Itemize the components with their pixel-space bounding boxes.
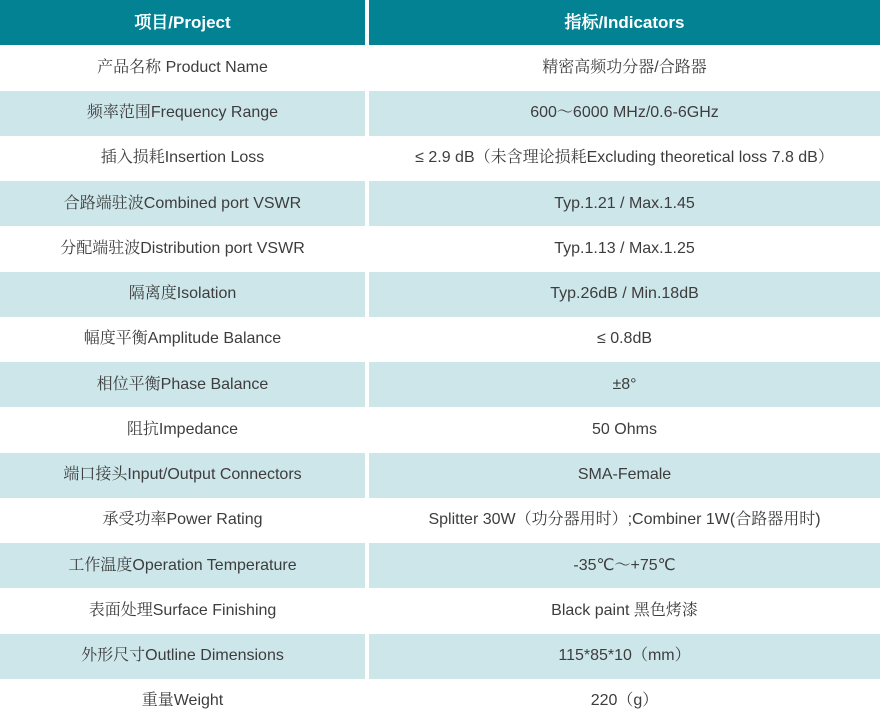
- table-row: [0, 226, 880, 271]
- row-indicator-value: Typ.1.21 / Max.1.45: [369, 181, 880, 226]
- row-indicator-value: 600～6000 MHz/0.6-6GHz: [369, 91, 880, 136]
- table-row: [0, 272, 880, 317]
- row-project-label: 工作温度Operation Temperature: [0, 543, 365, 588]
- row-project-label: 外形尺寸Outline Dimensions: [0, 634, 365, 679]
- row-indicator-value: Splitter 30W（功分器用时）;Combiner 1W(合路器用时): [369, 498, 880, 543]
- table-row: [0, 543, 880, 588]
- header-indicators: 指标/Indicators: [369, 0, 880, 45]
- table-row: [0, 362, 880, 407]
- header-project: 项目/Project: [0, 0, 365, 45]
- row-indicator-value: 50 Ohms: [369, 407, 880, 452]
- table-row: [0, 317, 880, 362]
- table-row: [0, 45, 880, 90]
- row-indicator-value: Black paint 黑色烤漆: [369, 588, 880, 633]
- row-project-label: 表面处理Surface Finishing: [0, 588, 365, 633]
- row-project-label: 相位平衡Phase Balance: [0, 362, 365, 407]
- row-project-label: 幅度平衡Amplitude Balance: [0, 317, 365, 362]
- row-indicator-value: ±8°: [369, 362, 880, 407]
- table-row: [0, 453, 880, 498]
- row-project-label: 阻抗Impedance: [0, 407, 365, 452]
- row-indicator-value: Typ.26dB / Min.18dB: [369, 272, 880, 317]
- row-project-label: 端口接头Input/Output Connectors: [0, 453, 365, 498]
- row-project-label: 产品名称 Product Name: [0, 45, 365, 90]
- table-row: [0, 407, 880, 452]
- row-project-label: 重量Weight: [0, 679, 365, 724]
- row-indicator-value: -35℃～+75℃: [369, 543, 880, 588]
- table-row: [0, 498, 880, 543]
- table-header-row: [0, 0, 880, 45]
- table-row: [0, 634, 880, 679]
- row-indicator-value: 精密高频功分器/合路器: [369, 45, 880, 90]
- row-indicator-value: ≤ 2.9 dB（未含理论损耗Excluding theoretical loss 7.8 dB）: [369, 136, 880, 181]
- row-indicator-value: ≤ 0.8dB: [369, 317, 880, 362]
- row-project-label: 隔离度Isolation: [0, 272, 365, 317]
- table-row: [0, 588, 880, 633]
- row-indicator-value: 115*85*10（mm）: [369, 634, 880, 679]
- row-project-label: 合路端驻波Combined port VSWR: [0, 181, 365, 226]
- row-indicator-value: 220（g）: [369, 679, 880, 724]
- table-row: [0, 91, 880, 136]
- row-indicator-value: Typ.1.13 / Max.1.25: [369, 226, 880, 271]
- row-project-label: 分配端驻波Distribution port VSWR: [0, 226, 365, 271]
- row-project-label: 承受功率Power Rating: [0, 498, 365, 543]
- row-indicator-value: SMA-Female: [369, 453, 880, 498]
- row-project-label: 频率范围Frequency Range: [0, 91, 365, 136]
- table-row: [0, 679, 880, 724]
- row-project-label: 插入损耗Insertion Loss: [0, 136, 365, 181]
- table-row: [0, 181, 880, 226]
- table-row: [0, 136, 880, 181]
